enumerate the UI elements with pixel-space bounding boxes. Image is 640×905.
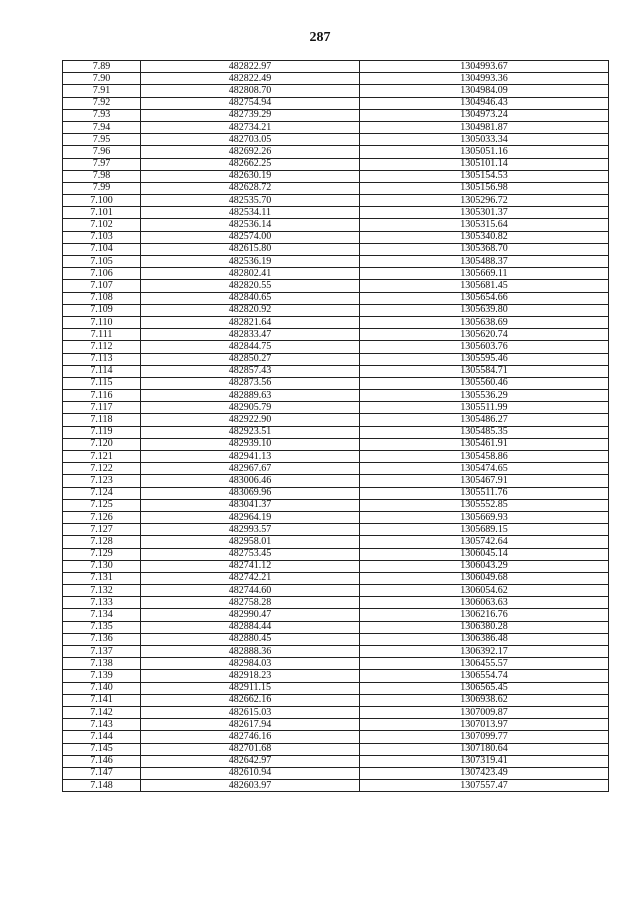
point-number-cell: 7.89 <box>63 61 141 73</box>
coordinates-table <box>62 60 609 792</box>
table-row <box>63 146 609 158</box>
table-row <box>63 463 609 475</box>
y-coordinate-cell: 1307013.97 <box>360 719 609 731</box>
x-coordinate-cell: 482889.63 <box>141 390 360 402</box>
point-number-cell: 7.109 <box>63 304 141 316</box>
x-coordinate-cell: 482610.94 <box>141 767 360 779</box>
y-coordinate-cell: 1305301.37 <box>360 207 609 219</box>
x-coordinate-cell: 482820.55 <box>141 280 360 292</box>
point-number-cell: 7.102 <box>63 219 141 231</box>
y-coordinate-cell: 1305156.98 <box>360 182 609 194</box>
table-row <box>63 633 609 645</box>
point-number-cell: 7.134 <box>63 609 141 621</box>
point-number-cell: 7.125 <box>63 499 141 511</box>
table-row <box>63 682 609 694</box>
point-number-cell: 7.129 <box>63 548 141 560</box>
point-number-cell: 7.118 <box>63 414 141 426</box>
x-coordinate-cell: 482630.19 <box>141 170 360 182</box>
y-coordinate-cell: 1305154.53 <box>360 170 609 182</box>
point-number-cell: 7.136 <box>63 633 141 645</box>
table-row <box>63 97 609 109</box>
y-coordinate-cell: 1305296.72 <box>360 195 609 207</box>
y-coordinate-cell: 1306386.48 <box>360 633 609 645</box>
table-row <box>63 694 609 706</box>
x-coordinate-cell: 482873.56 <box>141 377 360 389</box>
table-row <box>63 377 609 389</box>
point-number-cell: 7.130 <box>63 560 141 572</box>
page-number: 287 <box>309 30 331 45</box>
table-row <box>63 256 609 268</box>
y-coordinate-cell: 1305340.82 <box>360 231 609 243</box>
table-row <box>63 73 609 85</box>
table-row <box>63 158 609 170</box>
table-row <box>63 780 609 792</box>
x-coordinate-cell: 482534.11 <box>141 207 360 219</box>
x-coordinate-cell: 482820.92 <box>141 304 360 316</box>
point-number-cell: 7.116 <box>63 390 141 402</box>
point-number-cell: 7.97 <box>63 158 141 170</box>
y-coordinate-cell: 1305368.70 <box>360 243 609 255</box>
x-coordinate-cell: 482922.90 <box>141 414 360 426</box>
x-coordinate-cell: 482536.19 <box>141 256 360 268</box>
x-coordinate-cell: 482628.72 <box>141 182 360 194</box>
y-coordinate-cell: 1305101.14 <box>360 158 609 170</box>
x-coordinate-cell: 482967.67 <box>141 463 360 475</box>
y-coordinate-cell: 1306938.62 <box>360 694 609 706</box>
y-coordinate-cell: 1306054.62 <box>360 585 609 597</box>
y-coordinate-cell: 1305742.64 <box>360 536 609 548</box>
point-number-cell: 7.90 <box>63 73 141 85</box>
point-number-cell: 7.110 <box>63 316 141 328</box>
table-row <box>63 743 609 755</box>
x-coordinate-cell: 482642.97 <box>141 755 360 767</box>
x-coordinate-cell: 482662.25 <box>141 158 360 170</box>
point-number-cell: 7.98 <box>63 170 141 182</box>
table-row <box>63 426 609 438</box>
x-coordinate-cell: 483006.46 <box>141 475 360 487</box>
y-coordinate-cell: 1304993.67 <box>360 61 609 73</box>
y-coordinate-cell: 1305051.16 <box>360 146 609 158</box>
point-number-cell: 7.101 <box>63 207 141 219</box>
point-number-cell: 7.122 <box>63 463 141 475</box>
point-number-cell: 7.111 <box>63 329 141 341</box>
point-number-cell: 7.126 <box>63 511 141 523</box>
x-coordinate-cell: 482615.03 <box>141 706 360 718</box>
point-number-cell: 7.103 <box>63 231 141 243</box>
table-row <box>63 585 609 597</box>
table-row <box>63 621 609 633</box>
table-row <box>63 560 609 572</box>
point-number-cell: 7.144 <box>63 731 141 743</box>
x-coordinate-cell: 482911.15 <box>141 682 360 694</box>
table-row <box>63 536 609 548</box>
point-number-cell: 7.146 <box>63 755 141 767</box>
x-coordinate-cell: 482821.64 <box>141 316 360 328</box>
table-row <box>63 329 609 341</box>
y-coordinate-cell: 1306049.68 <box>360 572 609 584</box>
x-coordinate-cell: 482880.45 <box>141 633 360 645</box>
y-coordinate-cell: 1306045.14 <box>360 548 609 560</box>
table-row <box>63 231 609 243</box>
table-row <box>63 475 609 487</box>
table-body <box>63 61 609 792</box>
point-number-cell: 7.139 <box>63 670 141 682</box>
table-row <box>63 316 609 328</box>
table-row <box>63 61 609 73</box>
x-coordinate-cell: 482808.70 <box>141 85 360 97</box>
y-coordinate-cell: 1307180.64 <box>360 743 609 755</box>
x-coordinate-cell: 482833.47 <box>141 329 360 341</box>
y-coordinate-cell: 1304946.43 <box>360 97 609 109</box>
x-coordinate-cell: 482615.80 <box>141 243 360 255</box>
y-coordinate-cell: 1304981.87 <box>360 121 609 133</box>
table-row <box>63 243 609 255</box>
table-row <box>63 438 609 450</box>
point-number-cell: 7.124 <box>63 487 141 499</box>
x-coordinate-cell: 482923.51 <box>141 426 360 438</box>
y-coordinate-cell: 1305467.91 <box>360 475 609 487</box>
point-number-cell: 7.94 <box>63 121 141 133</box>
table-row <box>63 134 609 146</box>
x-coordinate-cell: 482905.79 <box>141 402 360 414</box>
table-row <box>63 219 609 231</box>
point-number-cell: 7.141 <box>63 694 141 706</box>
y-coordinate-cell: 1305654.66 <box>360 292 609 304</box>
x-coordinate-cell: 482993.57 <box>141 524 360 536</box>
point-number-cell: 7.93 <box>63 109 141 121</box>
point-number-cell: 7.140 <box>63 682 141 694</box>
y-coordinate-cell: 1307423.49 <box>360 767 609 779</box>
table-row <box>63 182 609 194</box>
point-number-cell: 7.143 <box>63 719 141 731</box>
point-number-cell: 7.135 <box>63 621 141 633</box>
point-number-cell: 7.105 <box>63 256 141 268</box>
y-coordinate-cell: 1306043.29 <box>360 560 609 572</box>
y-coordinate-cell: 1305458.86 <box>360 451 609 463</box>
table-row <box>63 572 609 584</box>
point-number-cell: 7.120 <box>63 438 141 450</box>
y-coordinate-cell: 1307557.47 <box>360 780 609 792</box>
x-coordinate-cell: 482701.68 <box>141 743 360 755</box>
point-number-cell: 7.131 <box>63 572 141 584</box>
x-coordinate-cell: 482703.05 <box>141 134 360 146</box>
y-coordinate-cell: 1306392.17 <box>360 646 609 658</box>
point-number-cell: 7.100 <box>63 195 141 207</box>
table-row <box>63 341 609 353</box>
table-row <box>63 268 609 280</box>
table-row <box>63 706 609 718</box>
table-row <box>63 658 609 670</box>
point-number-cell: 7.96 <box>63 146 141 158</box>
point-number-cell: 7.123 <box>63 475 141 487</box>
y-coordinate-cell: 1305560.46 <box>360 377 609 389</box>
table-row <box>63 719 609 731</box>
point-number-cell: 7.138 <box>63 658 141 670</box>
point-number-cell: 7.95 <box>63 134 141 146</box>
point-number-cell: 7.115 <box>63 377 141 389</box>
y-coordinate-cell: 1305315.64 <box>360 219 609 231</box>
point-number-cell: 7.113 <box>63 353 141 365</box>
table-row <box>63 755 609 767</box>
x-coordinate-cell: 482742.21 <box>141 572 360 584</box>
y-coordinate-cell: 1304973.24 <box>360 109 609 121</box>
y-coordinate-cell: 1305511.76 <box>360 487 609 499</box>
point-number-cell: 7.147 <box>63 767 141 779</box>
table-row <box>63 109 609 121</box>
y-coordinate-cell: 1305488.37 <box>360 256 609 268</box>
point-number-cell: 7.91 <box>63 85 141 97</box>
table-row <box>63 402 609 414</box>
x-coordinate-cell: 483069.96 <box>141 487 360 499</box>
point-number-cell: 7.145 <box>63 743 141 755</box>
table-row <box>63 195 609 207</box>
point-number-cell: 7.132 <box>63 585 141 597</box>
x-coordinate-cell: 482884.44 <box>141 621 360 633</box>
x-coordinate-cell: 482758.28 <box>141 597 360 609</box>
table-row <box>63 511 609 523</box>
y-coordinate-cell: 1305669.11 <box>360 268 609 280</box>
y-coordinate-cell: 1306455.57 <box>360 658 609 670</box>
y-coordinate-cell: 1305681.45 <box>360 280 609 292</box>
x-coordinate-cell: 482918.23 <box>141 670 360 682</box>
x-coordinate-cell: 482939.10 <box>141 438 360 450</box>
x-coordinate-cell: 482692.26 <box>141 146 360 158</box>
point-number-cell: 7.106 <box>63 268 141 280</box>
x-coordinate-cell: 482822.49 <box>141 73 360 85</box>
x-coordinate-cell: 482802.41 <box>141 268 360 280</box>
x-coordinate-cell: 482746.16 <box>141 731 360 743</box>
y-coordinate-cell: 1306380.28 <box>360 621 609 633</box>
y-coordinate-cell: 1305638.69 <box>360 316 609 328</box>
table-row <box>63 548 609 560</box>
y-coordinate-cell: 1304984.09 <box>360 85 609 97</box>
point-number-cell: 7.137 <box>63 646 141 658</box>
x-coordinate-cell: 482535.70 <box>141 195 360 207</box>
x-coordinate-cell: 482822.97 <box>141 61 360 73</box>
x-coordinate-cell: 482754.94 <box>141 97 360 109</box>
y-coordinate-cell: 1305474.65 <box>360 463 609 475</box>
x-coordinate-cell: 482603.97 <box>141 780 360 792</box>
table-row <box>63 414 609 426</box>
y-coordinate-cell: 1305584.71 <box>360 365 609 377</box>
table-row <box>63 767 609 779</box>
table-row <box>63 524 609 536</box>
table-row <box>63 731 609 743</box>
x-coordinate-cell: 482574.00 <box>141 231 360 243</box>
x-coordinate-cell: 482536.14 <box>141 219 360 231</box>
y-coordinate-cell: 1304993.36 <box>360 73 609 85</box>
y-coordinate-cell: 1305639.80 <box>360 304 609 316</box>
y-coordinate-cell: 1305461.91 <box>360 438 609 450</box>
y-coordinate-cell: 1305620.74 <box>360 329 609 341</box>
y-coordinate-cell: 1306063.63 <box>360 597 609 609</box>
x-coordinate-cell: 482888.36 <box>141 646 360 658</box>
y-coordinate-cell: 1307099.77 <box>360 731 609 743</box>
x-coordinate-cell: 482739.29 <box>141 109 360 121</box>
x-coordinate-cell: 482662.16 <box>141 694 360 706</box>
y-coordinate-cell: 1305033.34 <box>360 134 609 146</box>
point-number-cell: 7.133 <box>63 597 141 609</box>
point-number-cell: 7.117 <box>63 402 141 414</box>
table-row <box>63 390 609 402</box>
x-coordinate-cell: 482958.01 <box>141 536 360 548</box>
table-row <box>63 487 609 499</box>
table-row <box>63 646 609 658</box>
table-row <box>63 207 609 219</box>
x-coordinate-cell: 482753.45 <box>141 548 360 560</box>
table-row <box>63 353 609 365</box>
table-row <box>63 670 609 682</box>
y-coordinate-cell: 1306565.45 <box>360 682 609 694</box>
y-coordinate-cell: 1305485.35 <box>360 426 609 438</box>
table-row <box>63 85 609 97</box>
table-row <box>63 609 609 621</box>
point-number-cell: 7.99 <box>63 182 141 194</box>
point-number-cell: 7.104 <box>63 243 141 255</box>
x-coordinate-cell: 482984.03 <box>141 658 360 670</box>
table-row <box>63 170 609 182</box>
x-coordinate-cell: 483041.37 <box>141 499 360 511</box>
point-number-cell: 7.119 <box>63 426 141 438</box>
x-coordinate-cell: 482744.60 <box>141 585 360 597</box>
table-row <box>63 292 609 304</box>
y-coordinate-cell: 1305536.29 <box>360 390 609 402</box>
x-coordinate-cell: 482741.12 <box>141 560 360 572</box>
y-coordinate-cell: 1305689.15 <box>360 524 609 536</box>
point-number-cell: 7.148 <box>63 780 141 792</box>
x-coordinate-cell: 482857.43 <box>141 365 360 377</box>
x-coordinate-cell: 482734.21 <box>141 121 360 133</box>
y-coordinate-cell: 1307319.41 <box>360 755 609 767</box>
y-coordinate-cell: 1305669.93 <box>360 511 609 523</box>
y-coordinate-cell: 1306554.74 <box>360 670 609 682</box>
y-coordinate-cell: 1305603.76 <box>360 341 609 353</box>
x-coordinate-cell: 482850.27 <box>141 353 360 365</box>
x-coordinate-cell: 482844.75 <box>141 341 360 353</box>
y-coordinate-cell: 1306216.76 <box>360 609 609 621</box>
point-number-cell: 7.127 <box>63 524 141 536</box>
x-coordinate-cell: 482840.65 <box>141 292 360 304</box>
x-coordinate-cell: 482617.94 <box>141 719 360 731</box>
table-row <box>63 451 609 463</box>
point-number-cell: 7.128 <box>63 536 141 548</box>
point-number-cell: 7.142 <box>63 706 141 718</box>
table-row <box>63 304 609 316</box>
y-coordinate-cell: 1307009.87 <box>360 706 609 718</box>
table-row <box>63 499 609 511</box>
table-row <box>63 597 609 609</box>
point-number-cell: 7.108 <box>63 292 141 304</box>
x-coordinate-cell: 482964.19 <box>141 511 360 523</box>
x-coordinate-cell: 482990.47 <box>141 609 360 621</box>
point-number-cell: 7.114 <box>63 365 141 377</box>
y-coordinate-cell: 1305552.85 <box>360 499 609 511</box>
x-coordinate-cell: 482941.13 <box>141 451 360 463</box>
y-coordinate-cell: 1305511.99 <box>360 402 609 414</box>
y-coordinate-cell: 1305486.27 <box>360 414 609 426</box>
point-number-cell: 7.112 <box>63 341 141 353</box>
point-number-cell: 7.92 <box>63 97 141 109</box>
table-row <box>63 365 609 377</box>
y-coordinate-cell: 1305595.46 <box>360 353 609 365</box>
point-number-cell: 7.107 <box>63 280 141 292</box>
point-number-cell: 7.121 <box>63 451 141 463</box>
table-row <box>63 121 609 133</box>
table-row <box>63 280 609 292</box>
